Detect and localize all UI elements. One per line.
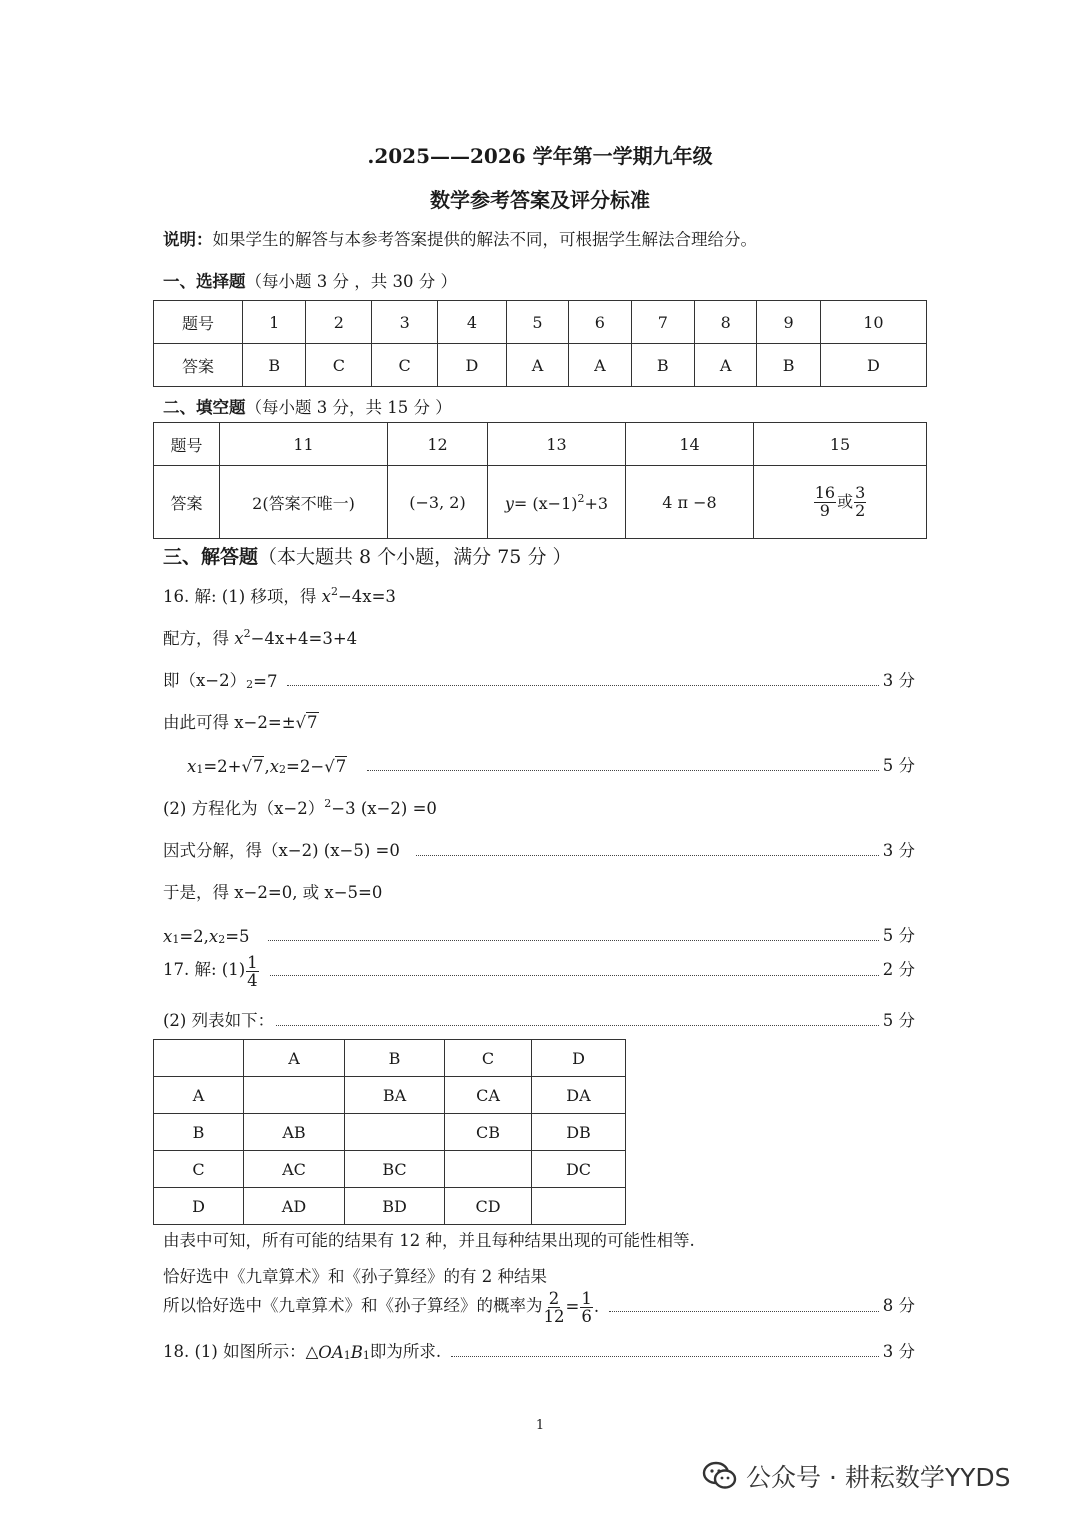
q16-line-5: x 1 =2+ √ 7 , x 2 =2− √ 7 5 分 <box>187 752 915 776</box>
table-cell: 12 <box>388 423 488 466</box>
table-cell: B <box>243 344 306 387</box>
table-cell: CA <box>445 1077 532 1114</box>
table-cell: A <box>244 1040 345 1077</box>
table-cell <box>244 1077 345 1114</box>
table-cell: $y= (x-1)^2+3$ <box>488 466 626 539</box>
q17-line-2: (2) 列表如下： 5 分 <box>163 1007 915 1031</box>
q16-line-2: 配方，得 $x^2-4x+4=3+4$ <box>163 627 358 648</box>
table-cell: 10 <box>820 301 926 344</box>
table-cell: D <box>820 344 926 387</box>
table-cell: 题号 <box>154 423 220 466</box>
table-cell: 3 <box>372 301 438 344</box>
watermark-text: 公众号 · 耕耘数学YYDS <box>746 1463 1011 1492</box>
table-cell: CD <box>445 1188 532 1225</box>
table-cell: DA <box>532 1077 626 1114</box>
table-cell <box>532 1188 626 1225</box>
section1-heading: 一、选择题（每小题 3 分 ，共 30 分 ） <box>163 272 457 291</box>
choice-answer-table <box>153 300 927 387</box>
table-cell: 2 <box>306 301 372 344</box>
table-cell: 8 <box>695 301 757 344</box>
table-cell: D <box>532 1040 626 1077</box>
score: 5 分 <box>882 926 915 945</box>
table-cell: D <box>438 344 507 387</box>
watermark <box>702 1458 1011 1494</box>
table-cell: DC <box>532 1151 626 1188</box>
table-cell: 6 <box>569 301 631 344</box>
table-cell: BD <box>345 1188 445 1225</box>
table-cell: 15 <box>754 423 927 466</box>
table-cell: AC <box>244 1151 345 1188</box>
score: 2 分 <box>882 959 915 979</box>
table-cell: (−3, 2) <box>388 466 488 539</box>
q16-line-7: 因式分解，得（x−2) (x−5) =0 3 分 <box>163 837 915 861</box>
score: 3 分 <box>882 841 915 860</box>
table-cell <box>345 1114 445 1151</box>
table-cell <box>445 1151 532 1188</box>
q16-line-4: 由此可得 x−2=±√7 <box>163 713 318 732</box>
q16-line-1: 16. 解: (1) 移项，得 $x^2-4x=3$ <box>163 585 396 606</box>
table-cell: 答案 <box>154 466 220 539</box>
table-cell: 4 <box>438 301 507 344</box>
q17-line-4: 恰好选中《九章算术》和《孙子算经》的有 2 种结果 <box>163 1267 547 1286</box>
wechat-icon <box>702 1461 738 1491</box>
q16-line-6: (2) 方程化为$(x-2)^2-3$ (x−2) =0 <box>163 797 437 818</box>
q17-line-1: 17. 解: (1) $\frac{1}{4}$ 2 分 <box>163 953 915 991</box>
section3-heading: 三、解答题（本大题共 8 个小题，满分 75 分 ） <box>163 546 572 568</box>
q17-line-3: 由表中可知，所有可能的结果有 12 种，并且每种结果出现的可能性相等. <box>163 1231 695 1250</box>
table-cell <box>154 1040 244 1077</box>
table-cell: BC <box>345 1151 445 1188</box>
table-cell: 1 <box>243 301 306 344</box>
score: 3 分 <box>882 1342 915 1361</box>
table-cell: CB <box>445 1114 532 1151</box>
q18-line-1: 18. (1) 如图所示：△ OA 1 B 1 即为所求. 3 分 <box>163 1338 915 1362</box>
score: 5 分 <box>882 1011 915 1030</box>
table-cell: B <box>757 344 820 387</box>
q16-line-3: 即（x−2） 2 =7 3 分 <box>163 667 915 691</box>
section2-heading: 二、填空题（每小题 3 分，共 15 分 ） <box>163 398 452 417</box>
table-cell: 7 <box>631 301 694 344</box>
outcome-table <box>153 1039 626 1225</box>
table-cell: 题号 <box>154 301 243 344</box>
table-cell: C <box>306 344 372 387</box>
table-cell: D <box>154 1188 244 1225</box>
table-cell: 2(答案不唯一) <box>220 466 388 539</box>
table-cell: AD <box>244 1188 345 1225</box>
table-cell: DB <box>532 1114 626 1151</box>
page-number: 1 <box>535 1418 545 1433</box>
table-cell: A <box>154 1077 244 1114</box>
table-cell: A <box>695 344 757 387</box>
title-line-1: .2025——2026 学年第一学期九年级 <box>367 144 713 168</box>
table-cell: 4 π −8 <box>626 466 754 539</box>
table-cell: AB <box>244 1114 345 1151</box>
note: 说明：如果学生的解答与本参考答案提供的解法不同，可根据学生解法合理给分。 <box>163 230 757 249</box>
table-cell: C <box>154 1151 244 1188</box>
q16-line-9: x 1 =2, x 2 =5 5 分 <box>163 922 915 946</box>
q16-line-8: 于是，得 x−2=0, 或 x−5=0 <box>163 883 383 902</box>
table-cell: BA <box>345 1077 445 1114</box>
table-cell: B <box>631 344 694 387</box>
table-cell: $\frac{16}{9}$ 或 $\frac{3}{2}$ <box>754 466 927 539</box>
score: 5 分 <box>882 756 915 775</box>
table-cell: 答案 <box>154 344 243 387</box>
table-cell: 14 <box>626 423 754 466</box>
table-cell: 13 <box>488 423 626 466</box>
table-cell: B <box>154 1114 244 1151</box>
table-cell: A <box>506 344 568 387</box>
table-cell: 5 <box>506 301 568 344</box>
q17-line-5: 所以恰好选中《九章算术》和《孙子算经》的概率为 $\frac{2}{12}$ = $\frac{1}{6}$ . 8 分 <box>163 1289 915 1327</box>
table-cell: 9 <box>757 301 820 344</box>
table-cell: B <box>345 1040 445 1077</box>
table-cell: C <box>372 344 438 387</box>
score: 8 分 <box>882 1295 915 1315</box>
table-cell: 11 <box>220 423 388 466</box>
fill-answer-table <box>153 422 927 539</box>
table-cell: C <box>445 1040 532 1077</box>
score: 3 分 <box>882 671 915 690</box>
table-cell: A <box>569 344 631 387</box>
title-line-2: 数学参考答案及评分标准 <box>430 188 650 212</box>
